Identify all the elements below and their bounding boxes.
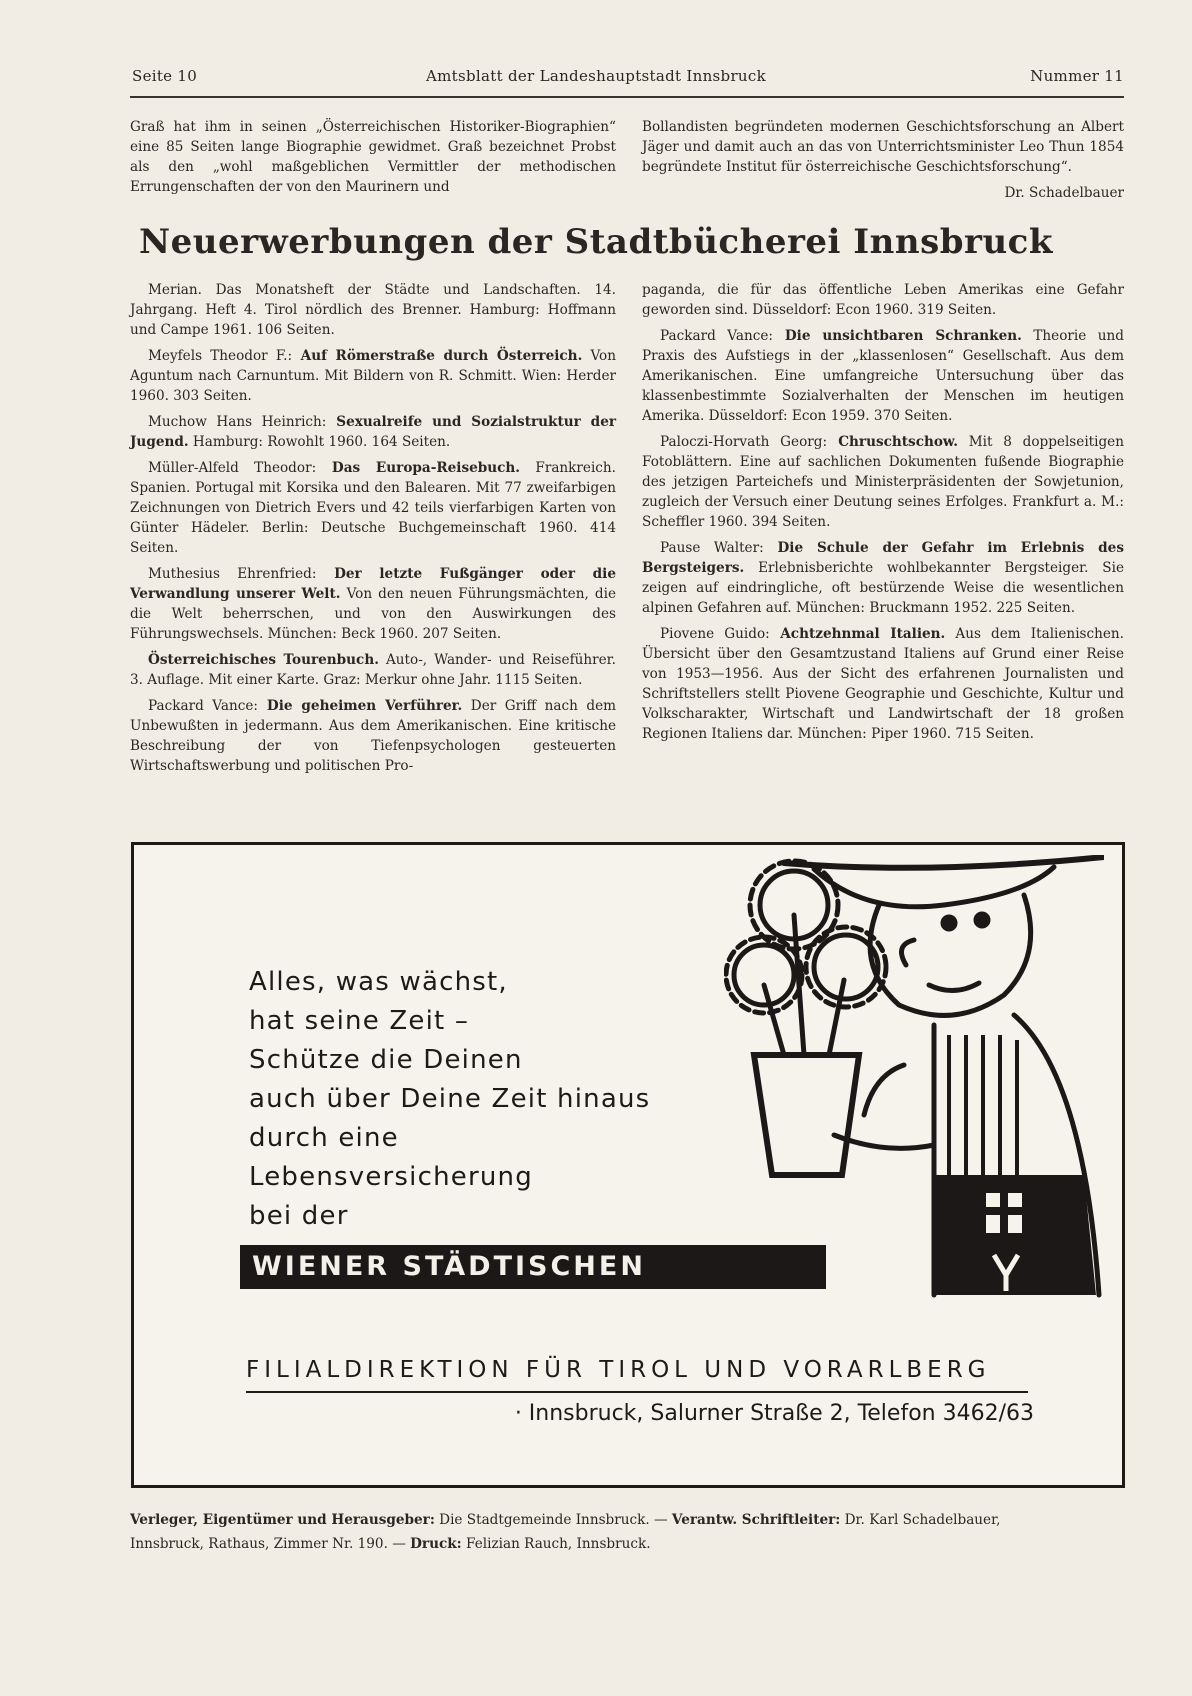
- ad-slogan-line: Schütze die Deinen: [249, 1045, 523, 1075]
- book-entry: [642, 538, 1124, 618]
- imprint-publisher-label: Verleger, Eigentümer und Herausgeber:: [130, 1512, 435, 1528]
- gardener-with-flowers-illustration: [724, 855, 1104, 1335]
- book-entry: [642, 280, 1124, 320]
- book-entry-author: Merian.: [148, 282, 202, 298]
- ad-slogan-line: hat seine Zeit –: [249, 1006, 470, 1036]
- book-entry-rest: Mit 8 doppelseitigen Fotoblättern. Eine auf sachlichen Dokumenten fußende Biographie des jetzigen Parteichefs und Ministerpräsidenten der Sowjetunion, zugleich der Versuch einer Deutung seines Erfolges. Frankfurt a. M.: Scheffler 1960. 394 Seiten.: [642, 434, 1124, 530]
- header-publication-title: Amtsblatt der Landeshauptstadt Innsbruck: [426, 67, 766, 85]
- intro-paragraph-left: Graß hat ihm in seinen „Österreichischen Historiker-Biographien“ eine 85 Seiten lange Biographie gewidmet. Graß bezeichnet Probst als den „wohl maßgeblichen Vermittler der methodischen Errungenschaften der von den Maurinern und: [130, 119, 616, 195]
- ad-divider: [246, 1391, 1028, 1393]
- ad-slogan-line: auch über Deine Zeit hinaus: [249, 1084, 651, 1114]
- book-entry-author: Muchow Hans Heinrich:: [148, 414, 327, 430]
- book-entry-rest: Auto-, Wander- und Reiseführer. 3. Auflage. Mit einer Karte. Graz: Merkur ohne Jahr. 1115 Seiten.: [130, 652, 616, 688]
- book-entry-author: Müller-Alfeld Theodor:: [148, 460, 317, 476]
- book-entry-title: Österreichisches Tourenbuch.: [148, 652, 379, 668]
- ad-company-banner: WIENER STÄDTISCHEN: [240, 1245, 826, 1289]
- book-entry-title: Die Schule der Gefahr im Erlebnis des Bergsteigers.: [642, 540, 1124, 576]
- book-entry-author: Muthesius Ehrenfried:: [148, 566, 317, 582]
- book-entry-title: Das Europa-Reisebuch.: [316, 460, 521, 476]
- book-entry: [130, 564, 616, 644]
- book-entry-rest: Hamburg: Rowohlt 1960. 164 Seiten.: [188, 434, 451, 450]
- book-entry: [642, 432, 1124, 532]
- book-entry: [642, 326, 1124, 426]
- ad-slogan-line: bei der: [249, 1201, 349, 1231]
- ad-slogan-line: Alles, was wächst,: [249, 967, 508, 997]
- book-entry-author: Packard Vance:: [660, 328, 773, 344]
- book-entry-rest: Erlebnisberichte wohlbekannter Bergsteiger. Sie zeigen auf eindringliche, oft bestürzende Weise die wesentlichen alpinen Gefahren auf. München: Bruckmann 1952. 225 Seiten.: [642, 560, 1124, 616]
- book-entry-author: Meyfels Theodor F.:: [148, 348, 293, 364]
- book-entry-author: Paloczi-Horvath Georg:: [660, 434, 828, 450]
- book-entry-title: Die geheimen Verführer.: [257, 698, 463, 714]
- book-entry-rest: Von den neuen Führungsmächten, die die Welt beherrschen, und von den Auswirkungen des Führungswechsels. München: Beck 1960. 207 Seiten.: [130, 586, 616, 642]
- book-entry-rest: Theorie und Praxis des Aufstiegs in der „klassenlosen“ Gesellschaft. Aus dem Amerikanischen. Eine umfangreiche Untersuchung über das klassenbestimmte Sozialverhalten der Menschen im heutigen Amerika. Düsseldorf: Econ 1959. 370 Seiten.: [642, 328, 1124, 424]
- advertisement: [131, 842, 1125, 1488]
- book-entry-title: Der letzte Fußgänger oder die Verwandlung unserer Welt.: [130, 566, 616, 602]
- book-entry-author: Piovene Guido:: [660, 626, 770, 642]
- book-entry-rest: Frankreich. Spanien. Portugal mit Korsika und den Balearen. Mit 77 zweifarbigen Zeichnungen von Dietrich Evers und 42 teils vierfarbigen Karten von Günter Hädeler. Berlin: Deutsche Buchgemeinschaft 1960. 414 Seiten.: [130, 460, 616, 556]
- imprint-office: Innsbruck, Rathaus, Zimmer Nr. 190. —: [130, 1536, 411, 1552]
- imprint-editor-label: Verantw. Schriftleiter:: [671, 1512, 841, 1528]
- entries-column-left: [130, 280, 616, 782]
- imprint-line-2: [130, 1532, 1124, 1556]
- book-entry: [130, 280, 616, 340]
- intro-signature: Dr. Schadelbauer: [1004, 185, 1124, 201]
- intro-paragraph-right: Bollandisten begründeten modernen Geschichtsforschung an Albert Jäger und damit auch an das von Unterrichtsminister Leo Thun 1854 begründete Institut für österreichische Geschichtsforschung“.: [642, 119, 1124, 175]
- header-page-number: Seite 10: [132, 67, 198, 85]
- imprint: [130, 1508, 1124, 1556]
- book-entry: [642, 624, 1124, 744]
- intro-column-left: [130, 117, 616, 203]
- imprint-line-1: [130, 1508, 1124, 1532]
- book-entry-rest: Das Monatsheft der Städte und Landschaften. 14. Jahrgang. Heft 4. Tirol nördlich des Brenner. Hamburg: Hoffmann und Campe 1961. 106 Seiten.: [130, 282, 616, 338]
- book-entry-rest: paganda, die für das öffentliche Leben Amerikas eine Gefahr geworden sind. Düsseldorf: Econ 1960. 319 Seiten.: [642, 282, 1124, 318]
- ad-slogan: [249, 963, 650, 1236]
- book-entry: [130, 696, 616, 776]
- book-entry-title: Die unsichtbaren Schranken.: [772, 328, 1022, 344]
- book-entry-rest: Der Griff nach dem Unbewußten in jedermann. Aus dem Amerikanischen. Eine kritische Beschreibung der von Tiefenpsychologen gesteuerten Wirtschaftswerbung und politischen Pro-: [130, 698, 616, 774]
- imprint-editor: Dr. Karl Schadelbauer,: [840, 1512, 1001, 1528]
- book-entry: [130, 346, 616, 406]
- entries-column-right: [642, 280, 1124, 750]
- imprint-printer-label: Druck:: [410, 1536, 462, 1552]
- header-issue-number: Nummer 11: [1030, 67, 1124, 85]
- header-rule: [130, 96, 1124, 98]
- book-entry-author: Pause Walter:: [660, 540, 764, 556]
- ad-slogan-line: durch eine: [249, 1123, 399, 1153]
- ad-address: · Innsbruck, Salurner Straße 2, Telefon 3462/63: [514, 1401, 1034, 1426]
- book-entry: [130, 650, 616, 690]
- book-entry-title: Chruschtschow.: [827, 434, 958, 450]
- ad-slogan-line: Lebensversicherung: [249, 1162, 533, 1192]
- book-entry-title: Auf Römerstraße durch Österreich.: [292, 348, 583, 364]
- imprint-publisher: Die Stadtgemeinde Innsbruck. —: [434, 1512, 672, 1528]
- book-entry-rest: Von Aguntum nach Carnuntum. Mit Bildern von R. Schmitt. Wien: Herder 1960. 303 Seiten.: [130, 348, 616, 404]
- ad-directorate: FILIALDIREKTION FÜR TIROL UND VORARLBERG: [246, 1357, 991, 1383]
- imprint-printer: Felizian Rauch, Innsbruck.: [461, 1536, 651, 1552]
- book-entry: [130, 458, 616, 558]
- section-title: Neuerwerbungen der Stadtbücherei Innsbruck: [139, 222, 1053, 262]
- intro-column-right: [642, 117, 1124, 203]
- book-entry-author: Packard Vance:: [148, 698, 258, 714]
- book-entry-title: Achtzehnmal Italien.: [769, 626, 946, 642]
- book-entry-title: Sexualreife und Sozialstruktur der Jugend.: [130, 414, 616, 450]
- book-entry: [130, 412, 616, 452]
- book-entry-rest: Aus dem Italienischen. Übersicht über den Gesamtzustand Italiens auf Grund einer Reise von 1953—1956. Aus der Sicht des erfahrenen Journalisten und Schriftstellers stellt Piovene Geographie und Geschichte, Kultur und Volkscharakter, Wirtschaft und Landwirtschaft der 18 großen Regionen Italiens dar. München: Piper 1960. 715 Seiten.: [642, 626, 1125, 742]
